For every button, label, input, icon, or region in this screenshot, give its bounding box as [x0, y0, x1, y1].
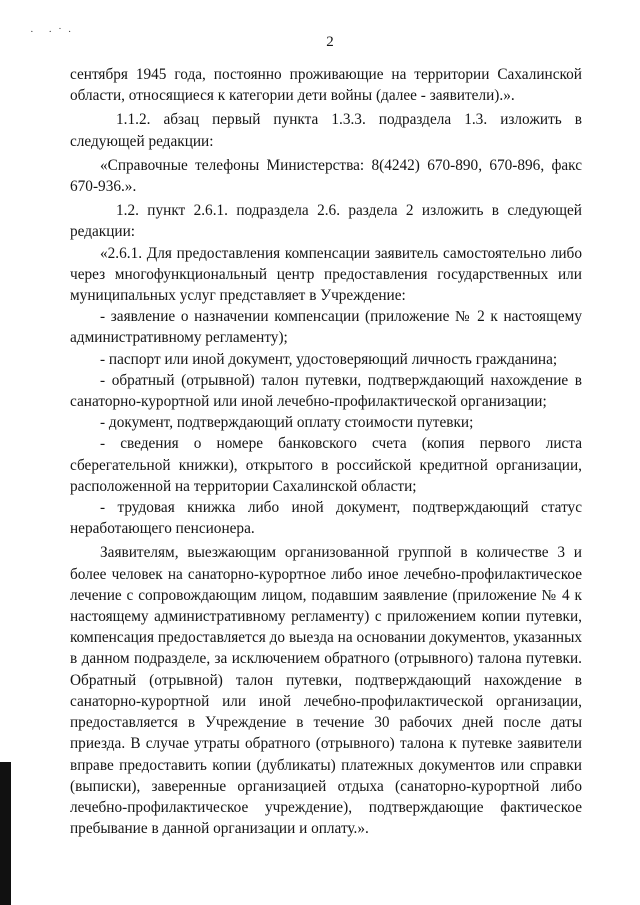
scan-edge-bar	[0, 762, 11, 905]
list-item-payment-document: - документ, подтверждающий оплату стоимости путевки;	[100, 414, 474, 432]
list-item-application: - заявление о назначении компенсации (приложение № 2 к настоящему административному регламенту);	[70, 308, 582, 347]
list-item-bank-account: - сведения о номере банковского счета (копия первого листа сберегательной книжки), открытого в российской кредитной организации, расположенной на территории Сахалинской области;	[70, 435, 582, 495]
paragraph-item-1-2: 1.2. пункт 2.6.1. подраздела 2.6. раздела 2 изложить в следующей редакции:	[70, 202, 582, 241]
paragraph-group-applicants: Заявителям, выезжающим организованной группой в количестве 3 и более человек на санаторно-курортное либо иное лечебно-профилактическое лечение с сопровождающим лицом, подавшим заявление (приложение № 4 к настоящему административному регламенту) с приложением копии путевки, компенсация предоставляется до выезда на основании документов, указанных в данном подразделе, за исключением обратного (отрывного) талона путевки. Обратный (отрывной) талон путевки, подтверждающий нахождение в санаторно-курортной или иной лечебно-профилактической организации, предоставляется в Учреждение в течение 30 рабочих дней после даты приезда. В случае утраты обратного (отрывного) талона к путевке заявители вправе предоставить копии (дубликаты) платежных документов или справки (выписки), заверенные организацией отдыха (санаторно-курортной либо лечебно-профилактическое учреждение), подтверждающие фактическое пребывание в данной организации и оплату.».	[70, 544, 582, 838]
paragraph-item-2-6-1: «2.6.1. Для предоставления компенсации заявитель самостоятельно либо через многофункциональный центр предоставления государственных или муниципальных услуг представляет в Учреждение:	[70, 244, 582, 305]
list-item-employment-record: - трудовая книжка либо иной документ, подтверждающий статус неработающего пенсионера.	[70, 499, 582, 538]
scan-artifact-marks: · ·˙·	[30, 26, 78, 38]
document-body	[70, 64, 582, 839]
paragraph-continuation: сентября 1945 года, постоянно проживающие на территории Сахалинской области, относящиеся к категории дети войны (далее - заявители).».	[70, 66, 582, 105]
list-item-passport: - паспорт или иной документ, удостоверяющий личность гражданина;	[100, 350, 558, 368]
paragraph-item-1-1-2: 1.1.2. абзац первый пункта 1.3.3. подраздела 1.3. изложить в следующей редакции:	[70, 111, 582, 150]
list-item-return-coupon: - обратный (отрывной) талон путевки, подтверждающий нахождение в санаторно-курортной или иной лечебно-профилактической организации;	[70, 371, 582, 411]
paragraph-phones-quote: «Справочные телефоны Министерства: 8(4242) 670-890, 670-896, факс 670-936.».	[70, 156, 582, 196]
page-number: 2	[326, 34, 334, 50]
